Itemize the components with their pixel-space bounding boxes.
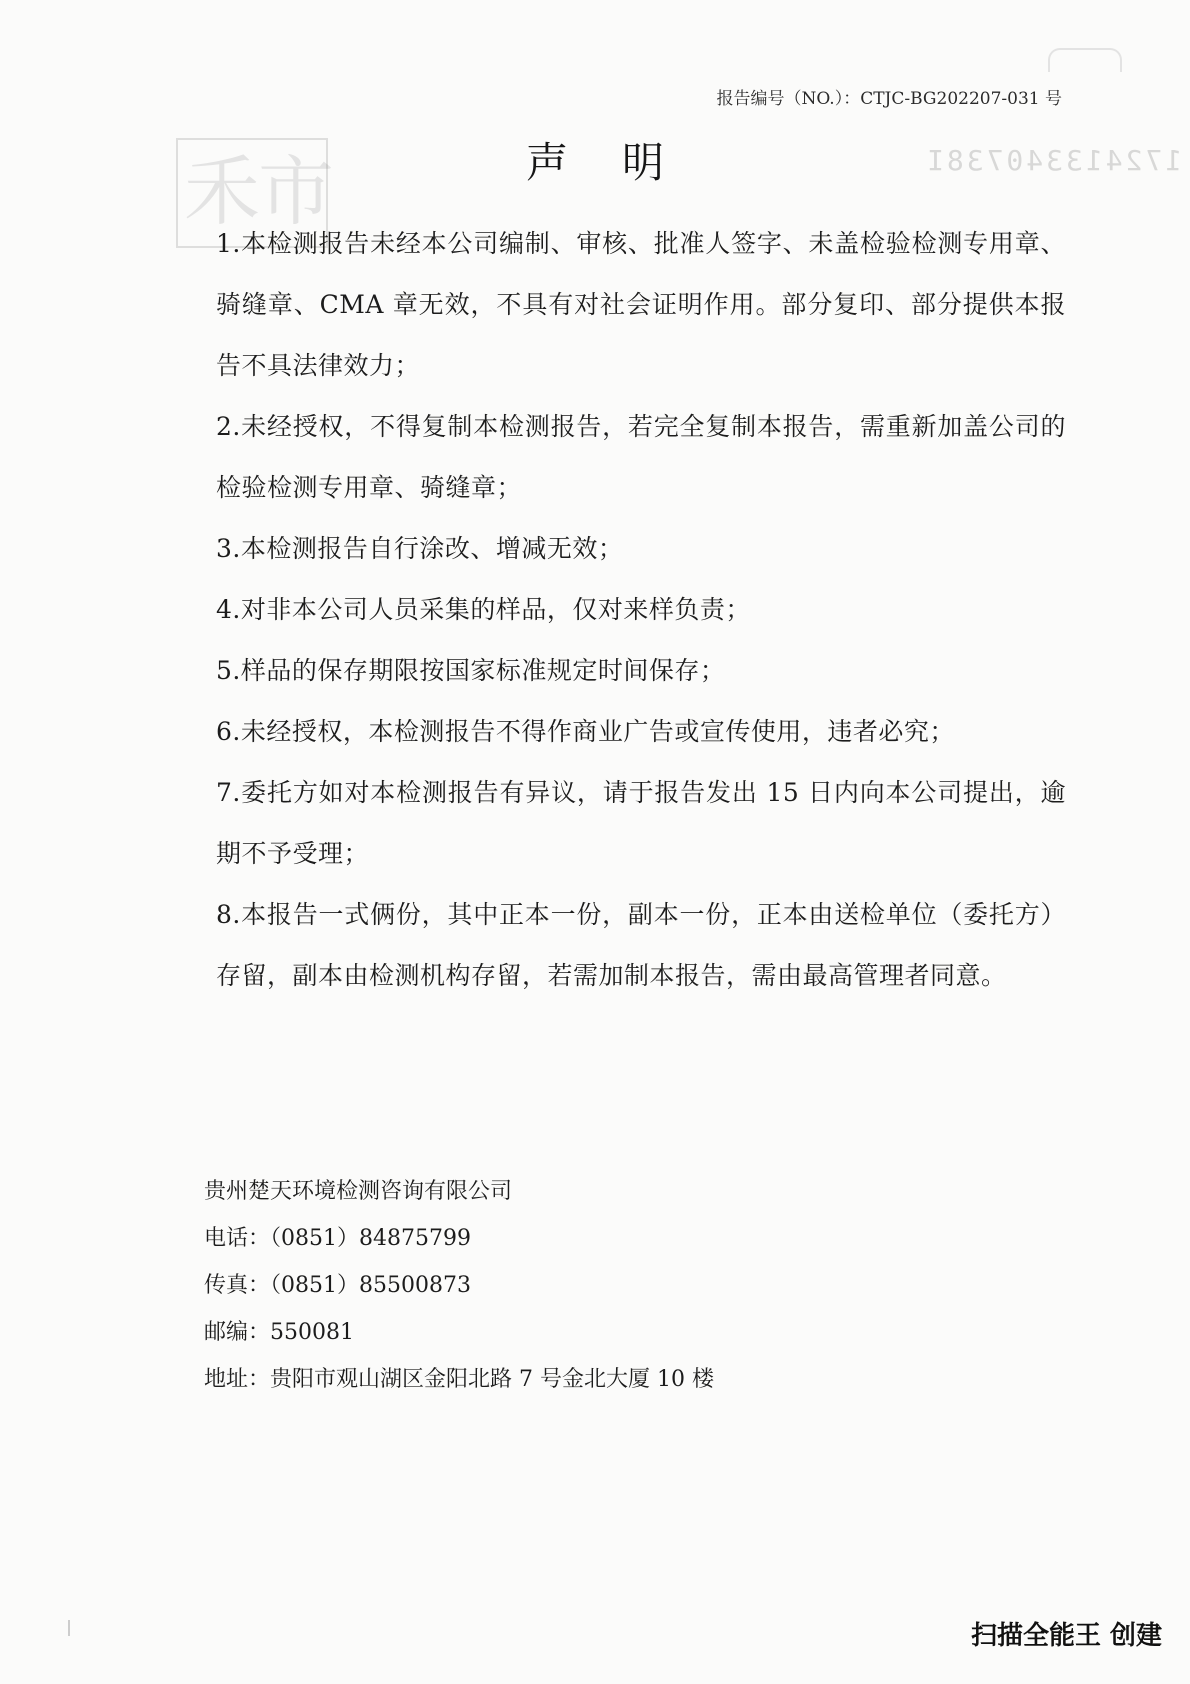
company-contact-block (204, 1168, 714, 1403)
seal-char: 市 (258, 147, 334, 236)
company-postcode: 邮编：550081 (204, 1320, 354, 1345)
seal-char: 禾 (184, 147, 260, 236)
company-phone: 电话：（0851）84875799 (204, 1226, 471, 1251)
clause-item: 1.本检测报告未经本公司编制、审核、批准人签字、未盖检验检测专用章、骑缝章、CMA 章无效，不具有对社会证明作用。部分复印、部分提供本报告不具法律效力； (216, 229, 1066, 380)
seal-text: 172413340738I (924, 144, 1183, 177)
company-fax: 传真：（0851）85500873 (204, 1273, 471, 1298)
company-address: 地址：贵阳市观山湖区金阳北路 7 号金北大厦 10 楼 (204, 1367, 714, 1392)
report-number: 报告编号（NO.）：CTJC-BG202207-031 号 (716, 89, 1062, 109)
clause-item: 2.未经授权，不得复制本检测报告，若完全复制本报告，需重新加盖公司的检验检测专用章、骑缝章； (216, 412, 1066, 502)
clause-item: 8.本报告一式俩份，其中正本一份，副本一份，正本由送检单位（委托方）存留，副本由检测机构存留，若需加制本报告，需由最高管理者同意。 (216, 900, 1066, 990)
company-name: 贵州楚天环境检测咨询有限公司 (204, 1179, 513, 1204)
scan-edge-mark (68, 1620, 70, 1636)
page-title: 声明 (525, 138, 718, 187)
clause-item: 7.委托方如对本检测报告有异议，请于报告发出 15 日内向本公司提出，逾期不予受理； (216, 778, 1066, 868)
scanner-watermark: 扫描全能王 创建 (970, 1621, 1162, 1651)
clause-item: 3.本检测报告自行涂改、增减无效； (216, 534, 624, 563)
clause-item: 6.未经授权，本检测报告不得作商业广告或宣传使用，违者必究； (216, 717, 955, 746)
seal-outline (1048, 48, 1122, 72)
clause-item: 4.对非本公司人员采集的样品，仅对来样负责； (216, 595, 751, 624)
declaration-clauses (216, 213, 1066, 1006)
clause-item: 5.样品的保存期限按国家标准规定时间保存； (216, 656, 726, 685)
